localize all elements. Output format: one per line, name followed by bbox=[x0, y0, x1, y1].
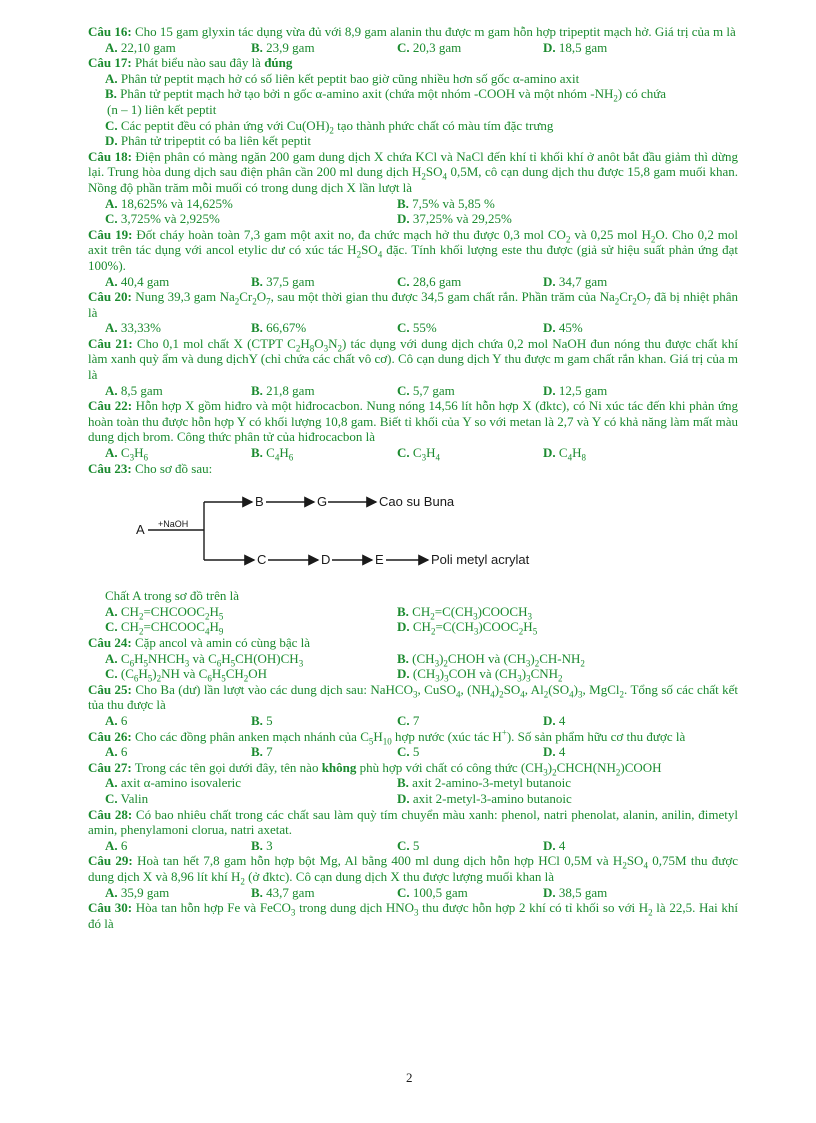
option-d[interactable]: D. Phân tử tripeptit có ba liên kết peptit bbox=[105, 133, 311, 149]
question-text: Có bao nhiêu chất trong các chất sau làm quỳ tím chuyển màu xanh: phenol, natri phenolat, alanin, anilin, đimetyl amin, phenylamoni clorua, natri axetat. bbox=[88, 806, 738, 838]
question-28 bbox=[88, 807, 738, 838]
node-a: A bbox=[136, 522, 145, 538]
option-c[interactable]: C. $(C_6H_5)_2NH$ và $C_6H_5CH_2OH$ bbox=[105, 666, 268, 684]
question-number: Câu 24: bbox=[88, 635, 132, 650]
option-d[interactable]: D. $CH_2=C(CH_3)COOC_2H_5$ bbox=[397, 619, 538, 637]
question-text: Phát biểu nào sau đây là bbox=[134, 55, 261, 71]
option-d[interactable]: D. $C_4H_8$ bbox=[543, 445, 586, 463]
question-number: Câu 25: bbox=[88, 681, 132, 697]
option-a[interactable]: A. 8,5 gam bbox=[105, 382, 163, 398]
option-a[interactable]: A. 35,9 gam bbox=[105, 884, 170, 900]
question-text: Cặp ancol và amin có cùng bậc là bbox=[134, 635, 311, 650]
options bbox=[88, 744, 738, 760]
option-c[interactable]: C. Các peptit đều có phản ứng với $Cu(OH)_2$ tạo thành phức chất có màu tím đặc trưng bbox=[105, 117, 554, 136]
question-text: Điện phân có màng ngăn 200 gam dung dịch X chứa KCl và NaCl đến khí tỉ khối khí ở anôt bắt đầu giảm thì dừng lại. Trung hòa dung dịch sau điện phân cần 200 ml dung dịch $H_2SO_4$ 0,5M, cô cạn dung dịch thu được 15,8 gam muối khan. Nồng độ phần trăm mỗi muối có trong dung dịch X lần lượt là bbox=[88, 148, 738, 195]
question-text: Cho Ba (dư) lần lượt vào các dung dịch sau: NaHCO$_3$, CuSO$_4$, $(NH_4)_2SO_4$, $Al_2(SO_4)_3$, MgCl$_2$. Tổng số các chất kết tủa thu được là bbox=[88, 681, 739, 713]
question-number: Câu 28: bbox=[88, 806, 133, 822]
question-text: Hoà tan hết 7,8 gam hỗn hợp bột Mg, Al bằng 400 ml dung dịch hỗn hợp HCl 0,5M và $H_2SO_4$ 0,75M thu được dung dịch X và 8,96 lít khí $H_2$ (ở đktc). Cô cạn dung dịch X thu được lượng muối khan là bbox=[88, 853, 738, 887]
option-b[interactable]: B. 37,5 gam bbox=[251, 273, 315, 289]
options bbox=[88, 71, 738, 149]
product-cao-su-buna: Cao su Buna bbox=[379, 494, 455, 510]
question-23 bbox=[88, 461, 738, 477]
node-g: G bbox=[317, 494, 328, 510]
page-number: 2 bbox=[406, 1070, 413, 1085]
option-a[interactable]: A. 6 bbox=[105, 712, 128, 728]
option-c[interactable]: C. 3,725% và 2,925% bbox=[105, 211, 220, 227]
question-29 bbox=[88, 853, 738, 887]
option-b[interactable]: B. $C_4H_6$ bbox=[251, 445, 294, 463]
option-c[interactable]: C. 5 bbox=[397, 744, 420, 760]
node-b: B bbox=[255, 494, 264, 510]
option-d[interactable]: D. axit 2-metyl-3-amino butanoic bbox=[397, 790, 572, 806]
question-number: Câu 30: bbox=[88, 900, 133, 916]
option-c[interactable]: C. 5,7 gam bbox=[397, 382, 455, 398]
option-b[interactable]: B. 7 bbox=[251, 744, 273, 760]
question-17 bbox=[88, 55, 738, 71]
options bbox=[88, 383, 738, 399]
node-c: C bbox=[257, 552, 267, 568]
question-number: Câu 19: bbox=[88, 226, 133, 242]
options bbox=[88, 651, 738, 682]
question-number: Câu 17: bbox=[88, 55, 132, 71]
question-16 bbox=[88, 24, 738, 40]
options bbox=[88, 40, 738, 56]
options bbox=[88, 274, 738, 290]
option-a[interactable]: A. 18,625% và 14,625% bbox=[105, 195, 233, 211]
question-number: Câu 26: bbox=[88, 728, 132, 744]
option-a[interactable]: A. $C_6H_5NHCH_3$ và $C_6H_5CH(OH)CH_3$ bbox=[105, 650, 304, 669]
option-a[interactable]: A. Phân tử peptit mạch hở có số liên kết peptit bao giờ cũng nhiều hơn số gốc α-amino axit bbox=[105, 70, 580, 86]
option-b[interactable]: B. axit 2-amino-3-metyl butanoic bbox=[397, 775, 572, 791]
option-d[interactable]: D. 37,25% và 29,25% bbox=[397, 211, 512, 227]
option-c[interactable]: C. 20,3 gam bbox=[397, 39, 462, 55]
question-26 bbox=[88, 729, 738, 745]
options bbox=[88, 320, 738, 336]
question-30 bbox=[88, 900, 738, 931]
option-b[interactable]: B. 66,67% bbox=[251, 320, 307, 336]
question-text: Trong các tên gọi dưới đây, tên nào bbox=[134, 759, 319, 775]
option-d[interactable]: D. 38,5 gam bbox=[543, 884, 608, 900]
question-19 bbox=[88, 227, 738, 274]
product-poli-metyl-acrylat: Poli metyl acrylat bbox=[431, 552, 530, 568]
question-number: Câu 22: bbox=[88, 398, 133, 414]
option-c[interactable]: C. 5 bbox=[397, 837, 420, 853]
question-number: Câu 20: bbox=[88, 289, 132, 305]
options bbox=[88, 604, 738, 635]
question-21 bbox=[88, 336, 738, 383]
option-d[interactable]: D. $(CH_3)_3COH$ và $(CH_3)_3CNH_2$ bbox=[397, 666, 563, 684]
question-number: Câu 16: bbox=[88, 24, 132, 39]
option-d[interactable]: D. 34,7 gam bbox=[543, 273, 608, 289]
question-22 bbox=[88, 398, 738, 445]
question-text: Cho 15 gam glyxin tác dụng vừa đủ với 8,9 gam alanin thu được m gam hỗn hợp tripeptit mạch hở. Giá trị của m là bbox=[134, 24, 736, 39]
question-text: Hỗn hợp X gồm hiđro và một hiđrocacbon. Nung nóng 14,56 lít hỗn hợp X (đktc), có Ni xúc tác đến khi phản ứng hoàn toàn thu được hỗn hợp Y có khối lượng 10,8 gam. Biết tỉ khối của Y so với metan là 2,7 và Y có khả năng làm mất màu dung dịch brom. Công thức phân tử của hiđrocacbon là bbox=[88, 398, 738, 445]
option-c[interactable]: C. 7 bbox=[397, 712, 420, 728]
option-b-continuation: (n – 1) liên kết peptit bbox=[107, 101, 217, 117]
question-text-end: phù hợp với chất có công thức $(CH_3)_2CHCH(NH_2)COOH$ bbox=[359, 759, 662, 778]
question-text: Cho các đồng phân anken mạch nhánh của $C_5H_{10}$ hợp nước (xúc tác H+). Số sản phẩm hữu cơ thu được là bbox=[134, 727, 686, 747]
option-a[interactable]: A. 22,10 gam bbox=[105, 39, 176, 55]
question-25 bbox=[88, 682, 738, 713]
options bbox=[88, 838, 738, 854]
option-a[interactable]: A. 33,33% bbox=[105, 320, 161, 336]
question-number: Câu 29: bbox=[88, 853, 133, 869]
option-a[interactable]: A. axit α-amino isovaleric bbox=[105, 775, 242, 791]
option-b[interactable]: B. 43,7 gam bbox=[251, 884, 315, 900]
question-emphasis: đúng bbox=[264, 55, 293, 71]
options bbox=[88, 713, 738, 729]
question-text: Cho 0,1 mol chất X (CTPT $C_2H_8O_3N_2$) tác dụng với dung dịch chứa 0,2 mol NaOH đun nóng thu được chất khí làm xanh quỳ ẩm và dung dịchY (chỉ chứa các chất vô cơ). Cô cạn dung dịch Y thu được m gam chất rắn khan. Giá trị của m là bbox=[88, 335, 739, 383]
option-b[interactable]: B. 21,8 gam bbox=[251, 382, 315, 398]
option-c[interactable]: C. 100,5 gam bbox=[397, 884, 468, 900]
option-c[interactable]: C. Valin bbox=[105, 790, 149, 806]
option-d[interactable]: D. 4 bbox=[543, 744, 566, 760]
node-d: D bbox=[321, 552, 331, 568]
option-a[interactable]: A. 6 bbox=[105, 744, 128, 760]
question-27 bbox=[88, 760, 738, 776]
option-c[interactable]: C. $C_3H_4$ bbox=[397, 445, 440, 463]
option-d[interactable]: D. 4 bbox=[543, 712, 566, 728]
question-text: Hòa tan hỗn hợp Fe và FeCO$_3$ trong dung dịch $HNO_3$ thu được hỗn hợp 2 khí có tỉ khối so với $H_2$ là 22,5. Hai khí đó là bbox=[88, 900, 739, 931]
question-number: Câu 21: bbox=[88, 335, 133, 351]
option-a[interactable]: A. 6 bbox=[105, 837, 128, 853]
reaction-scheme-diagram bbox=[88, 480, 738, 582]
option-c[interactable]: C. 55% bbox=[397, 320, 437, 336]
question-text: Đốt cháy hoàn toàn 7,3 gam một axit no, đa chức mạch hở thu được 0,3 mol $CO_2$ và 0,25 mol $H_2O$. Cho 0,2 mol axit trên tác dụng với ancol etylic dư có xúc tác $H_2SO_4$ đặc. Tính khối lượng este thu được (giả sử hiệu suất phản ứng đạt 100%). bbox=[88, 226, 738, 273]
reagent-naoh: +NaOH bbox=[158, 519, 189, 530]
node-e: E bbox=[375, 552, 384, 568]
option-d[interactable]: D. 45% bbox=[543, 320, 583, 336]
option-b[interactable]: B. $CH_2=C(CH_3)COOCH_3$ bbox=[397, 603, 532, 622]
option-b[interactable]: B. 7,5% và 5,85 % bbox=[397, 195, 495, 211]
option-d[interactable]: D. 18,5 gam bbox=[543, 39, 608, 55]
option-a[interactable]: A. $CH_2=CHCOOC_2H_5$ bbox=[105, 603, 224, 622]
question-text: Cho sơ đồ sau: bbox=[134, 460, 213, 476]
question-emphasis: không bbox=[321, 759, 357, 775]
options bbox=[88, 775, 738, 806]
option-a[interactable]: A. 40,4 gam bbox=[105, 273, 170, 289]
option-d[interactable]: D. 4 bbox=[543, 837, 566, 853]
question-23-prompt: Chất A trong sơ đồ trên là bbox=[105, 588, 239, 604]
question-number: Câu 27: bbox=[88, 759, 132, 775]
exam-page bbox=[88, 24, 738, 931]
option-a[interactable]: A. $C_3H_6$ bbox=[105, 445, 148, 463]
option-b[interactable]: B. 5 bbox=[251, 712, 273, 728]
question-number: Câu 23: bbox=[88, 460, 132, 476]
options bbox=[88, 885, 738, 901]
options bbox=[88, 445, 738, 461]
question-18 bbox=[88, 149, 738, 196]
option-c[interactable]: C. $CH_2=CHCOOC_4H_9$ bbox=[105, 619, 224, 637]
option-b[interactable]: B. $(CH_3)_2CHOH$ và $(CH_3)_2CH-NH_2$ bbox=[397, 650, 585, 669]
question-20 bbox=[88, 289, 738, 320]
option-d[interactable]: D. 12,5 gam bbox=[543, 382, 608, 398]
option-c[interactable]: C. 28,6 gam bbox=[397, 273, 462, 289]
options bbox=[88, 196, 738, 227]
question-text: Nung 39,3 gam $Na_2Cr_2O_7$, sau một thời gian thu được 34,5 gam chất rắn. Phần trăm của $Na_2Cr_2O_7$ đã bị nhiệt phân là bbox=[88, 289, 738, 320]
option-b[interactable]: B. Phân tử peptit mạch hở tạo bởi n gốc α-amino axit (chứa một nhóm -COOH và một nhóm $-NH_2$) có chứa bbox=[105, 86, 667, 104]
question-number: Câu 18: bbox=[88, 148, 132, 164]
option-b[interactable]: B. 3 bbox=[251, 837, 273, 853]
option-b[interactable]: B. 23,9 gam bbox=[251, 39, 315, 55]
question-24 bbox=[88, 635, 738, 651]
